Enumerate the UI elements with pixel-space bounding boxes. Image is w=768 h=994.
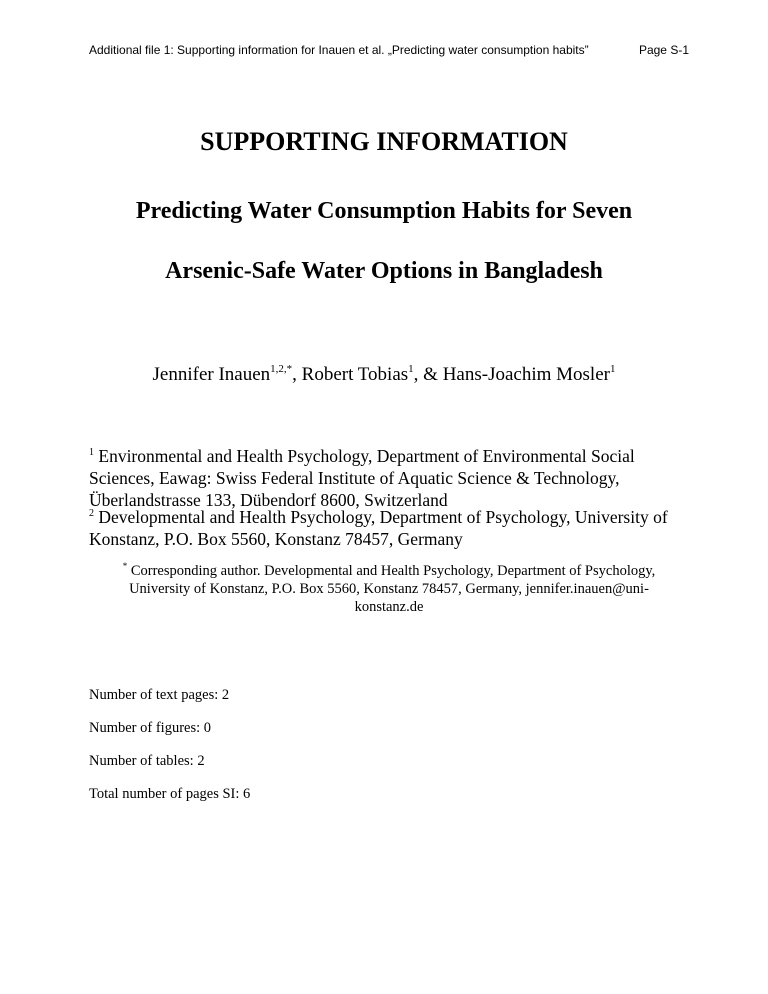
count-figures: Number of figures: 0 [89,720,212,736]
author-list [0,363,768,387]
corresponding-author-note [109,562,669,616]
author-affiliation-mark: 1,2,* [270,363,293,375]
author-name: Jennifer Inauen [152,364,271,385]
author-name: Hans-Joachim Mosler [442,364,610,385]
paper-title-line-2: Arsenic-Safe Water Options in Bangladesh [165,258,603,284]
affiliation-2 [89,506,689,550]
author-affiliation-mark: 1 [609,363,616,375]
count-tables: Number of tables: 2 [89,753,205,769]
author-separator: , & [413,364,443,385]
affiliation-mark: 1 [89,447,94,458]
author-name: Robert Tobias [301,364,409,385]
corresponding-text: Corresponding author. Developmental and Health Psychology, Department of Psychology, University of Konstanz, P.O. Box 5560, Konstanz 78457, Germany, jennifer.inauen@uni-konstanz.de [129,563,656,615]
header-citation: Additional file 1: Supporting information for Inauen et al. „Predicting water consumption habits” [89,43,589,57]
affiliation-text: Developmental and Health Psychology, Department of Psychology, University of Konstanz, P.O. Box 5560, Konstanz 78457, Germany [89,507,668,549]
corresponding-mark: * [122,561,128,571]
affiliation-mark: 2 [89,508,94,519]
page-number: Page S-1 [638,43,689,57]
author-separator: , [292,364,302,385]
affiliation-1 [89,445,689,511]
count-text-pages: Number of text pages: 2 [89,687,230,703]
author-affiliation-mark: 1 [408,363,414,375]
affiliation-text: Environmental and Health Psychology, Department of Environmental Social Sciences, Eawag: Swiss Federal Institute of Aquatic Science & Technology, Überlandstrasse 133, Dübendorf 8600, Switzerland [89,446,635,510]
paper-title-line-1: Predicting Water Consumption Habits for Seven [135,198,633,224]
count-total-pages: Total number of pages SI: 6 [89,786,251,802]
supporting-information-heading: SUPPORTING INFORMATION [200,127,568,156]
